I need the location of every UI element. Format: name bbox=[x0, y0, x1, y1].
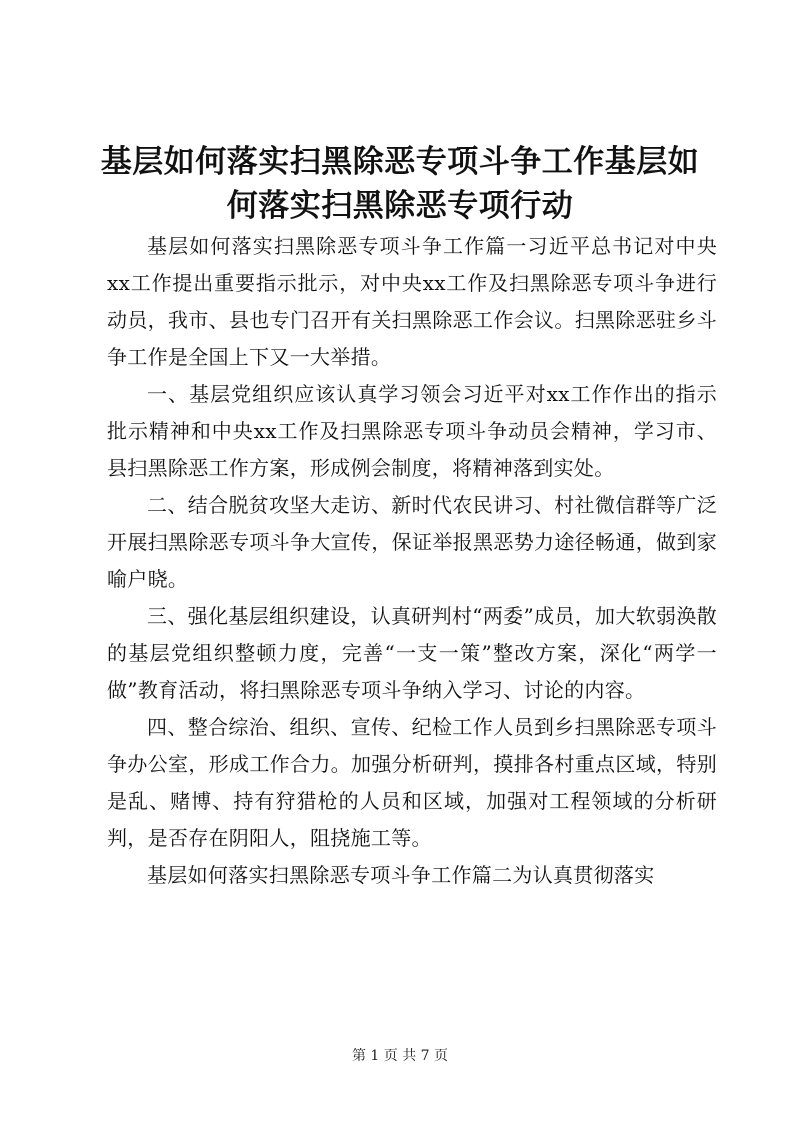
paragraph: 二、结合脱贫攻坚大走访、新时代农民讲习、村社微信群等广泛开展扫黑除恶专项斗争大宣传，保证举报黑恶势力途径畅通，做到家喻户晓。 bbox=[107, 493, 717, 591]
paragraph: 基层如何落实扫黑除恶专项斗争工作篇一习近平总书记对中央xx工作提出重要指示批示，对中央xx工作及扫黑除恶专项斗争进行动员，我市、县也专门召开有关扫黑除恶工作会议。扫黑除恶驻乡斗争工作是全国上下又一大举措。 bbox=[107, 234, 717, 369]
paragraph: 基层如何落实扫黑除恶专项斗争工作篇二为认真贯彻落实 bbox=[147, 863, 655, 887]
document-body bbox=[107, 228, 717, 894]
paragraph: 一、基层党组织应该认真学习领会习近平对xx工作作出的指示批示精神和中央xx工作及扫黑除恶专项斗争动员会精神，学习市、县扫黑除恶工作方案，形成例会制度，将精神落到实处。 bbox=[107, 382, 717, 480]
paragraph: 四、整合综治、组织、宣传、纪检工作人员到乡扫黑除恶专项斗争办公室，形成工作合力。加强分析研判，摸排各村重点区域，特别是乱、赌博、持有狩猎枪的人员和区域，加强对工程领域的分析研判，是否存在阴阳人，阻挠施工等。 bbox=[107, 715, 717, 850]
page-title: 基层如何落实扫黑除恶专项斗争工作基层如何落实扫黑除恶专项行动 bbox=[100, 144, 700, 224]
paragraph: 三、强化基层组织建设，认真研判村“两委”成员，加大软弱涣散的基层党组织整顿力度，完善“一支一策”整改方案，深化“两学一做”教育活动，将扫黑除恶专项斗争纳入学习、讨论的内容。 bbox=[107, 604, 717, 702]
page-number-footer: 第 1 页 共 7 页 bbox=[351, 1048, 449, 1064]
